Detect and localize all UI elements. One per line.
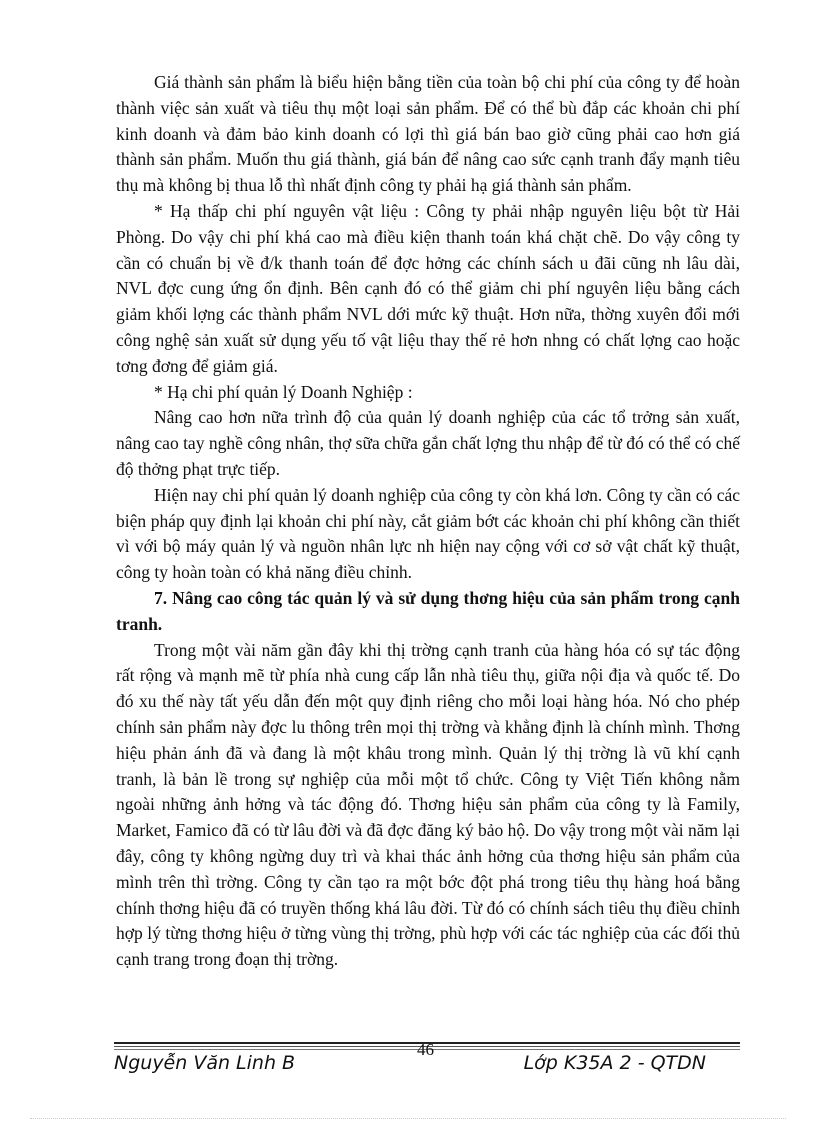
paragraph-nguyen-vat-lieu: * Hạ thấp chi phí nguyên vật liệu : Công ty phải nhập nguyên liệu bột từ Hải Phòng. Do vậy chi phí khá cao mà điều kiện thanh toán khá chặt chẽ. Do vậy công ty cần có chuẩn bị về đ/k thanh toán để đợc hởng các chính sách u đãi cũng nh lâu dài, NVL đợc cung ứng ổn định. Bên cạnh đó có thể giảm chi phí nguyên liệu bằng cách giảm khối lợng các thành phẩm NVL dới mức kỹ thuật. Hơn nữa, thờng xuyên đổi mới công nghệ sản xuất sử dụng yếu tố vật liệu thay thế rẻ hơn nhng có chất lợng cao hoặc tơng đơng để giảm giá. <box>116 200 740 376</box>
document-body <box>116 70 740 973</box>
paragraph-thuong-hieu: Trong một vài năm gần đây khi thị trờng cạnh tranh của hàng hóa có sự tác động rất rộng và mạnh mẽ từ phía nhà cung cấp lẫn nhà tiêu thụ, giữa nội địa và quốc tế. Do đó xu thế này tất yếu dẫn đến một quy định riêng cho mỗi loại hàng hóa. Nó cho phép chính sản phẩm này đợc lu thông trên mọi thị trờng và khẳng định là chính mình. Thơng hiệu phản ánh đã và đang là một khâu trong mình. Quản lý thị trờng là vũ khí cạnh tranh, là bản lề trong sự nghiệp của mỗi một tổ chức. Công ty Việt Tiến không nằm ngoài những ảnh hởng và tác động đó. Thơng hiệu sản phẩm của công ty là Family, Market, Famico đã có từ lâu đời và đã đợc đăng ký bảo hộ. Do vậy trong một vài năm lại đây, công ty không ngừng duy trì và khai thác ảnh hởng của thơng hiệu sản phẩm của mình trên thì trờng. Công ty cần tạo ra một bớc đột phá trong tiêu thụ hàng hoá bằng chính thơng hiệu đã có truyền thống khá lâu đời. Từ đó có chính sách tiêu thụ điều chỉnh hợp lý từng thơng hiệu ở từng vùng thị trờng, phù hợp với các tác nghiệp của các đối thủ cạnh trang trong đoạn thị trờng. <box>116 639 740 970</box>
section-heading: 7. Nâng cao công tác quản lý và sử dụng thơng hiệu của sản phẩm trong cạnh tranh. <box>116 587 740 634</box>
page-footer <box>114 1040 740 1086</box>
footer-class: Lớp K35A 2 - QTDN <box>523 1052 706 1074</box>
page-bottom-dotted-divider <box>30 1118 786 1119</box>
paragraph-hien-nay: Hiện nay chi phí quản lý doanh nghiệp của công ty còn khá lơn. Công ty cần có các biện pháp quy định lại khoản chi phí này, cắt giảm bớt các khoản chi phí không cần thiết vì với bộ máy quản lý và nguồn nhân lực nh hiện nay cộng với cơ sở vật chất kỹ thuật, công ty hoàn toàn có khả năng điều chỉnh. <box>116 484 740 583</box>
paragraph-nang-cao-trinh-do: Nâng cao hơn nữa trình độ của quản lý doanh nghiệp của các tổ trởng sản xuất, nâng cao tay nghề công nhân, thợ sữa chữa gắn chất lợng thu nhập để từ đó có thể có chế độ thởng phạt trực tiếp. <box>116 407 740 479</box>
paragraph-ha-chi-phi-quan-ly: * Hạ chi phí quản lý Doanh Nghiệp : <box>154 381 413 402</box>
footer-author: Nguyễn Văn Linh B <box>114 1052 296 1074</box>
paragraph-gia-thanh: Giá thành sản phẩm là biểu hiện bằng tiền của toàn bộ chi phí của công ty để hoàn thành việc sản xuất và tiêu thụ một loại sản phẩm. Để có thể bù đắp các khoản chi phí kinh doanh và đảm bảo kinh doanh có lợi thì giá bán bao giờ cũng phải cao hơn giá thành sản phẩm. Muốn thu giá thành, giá bán để nâng cao sức cạnh tranh đẩy mạnh tiêu thụ mà không bị thua lỗ thì nhất định công ty phải hạ giá thành sản phẩm. <box>116 72 740 196</box>
page-number: 46 <box>417 1040 434 1059</box>
